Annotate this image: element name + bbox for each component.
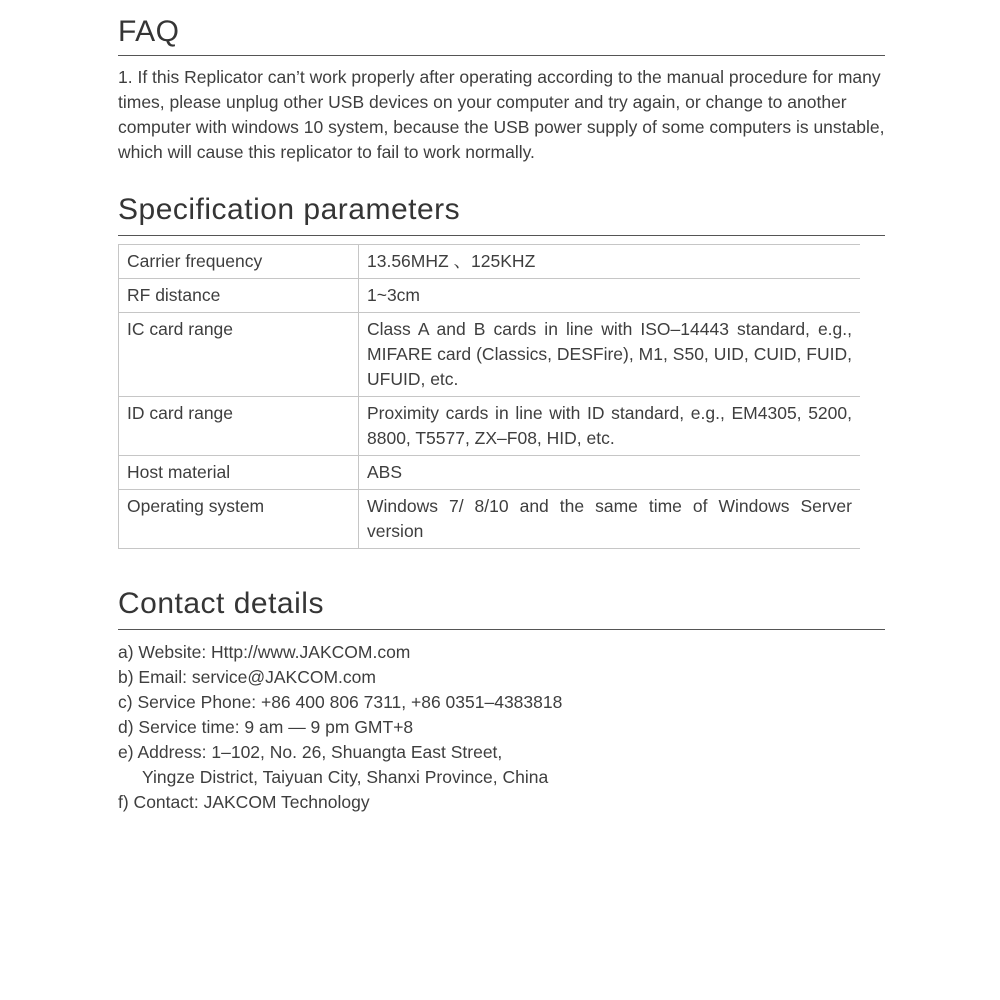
- contact-section: [118, 586, 885, 815]
- spec-row-value: 1~3cm: [358, 279, 860, 313]
- spec-row-label: Carrier frequency: [119, 245, 358, 279]
- contact-item-address-line2: Yingze District, Taiyuan City, Shanxi Province, China: [142, 767, 549, 787]
- contact-item-service-time: d) Service time: 9 am — 9 pm GMT+8: [118, 717, 414, 737]
- contact-item-email: b) Email: service@JAKCOM.com: [118, 667, 376, 687]
- spec-row-label: IC card range: [119, 313, 358, 397]
- spec-section: [118, 192, 885, 549]
- spec-row-value: Windows 7/ 8/10 and the same time of Windows Server version: [358, 490, 860, 549]
- spec-row-label: Operating system: [119, 490, 358, 549]
- faq-title: FAQ: [118, 14, 885, 56]
- spec-row-value: 13.56MHZ 、125KHZ: [358, 245, 860, 279]
- contact-title: Contact details: [118, 586, 885, 630]
- spec-row-label: Host material: [119, 456, 358, 490]
- contact-item-website: a) Website: Http://www.JAKCOM.com: [118, 642, 411, 662]
- spec-row-value: Class A and B cards in line with ISO–14443 standard, e.g., MIFARE card (Classics, DESFire), M1, S50, UID, CUID, FUID, UFUID, etc.: [358, 313, 860, 397]
- spec-table: [118, 244, 860, 549]
- contact-item-address: e) Address: 1–102, No. 26, Shuangta East Street,: [118, 742, 503, 762]
- document-page: [118, 14, 885, 815]
- spec-row-label: RF distance: [119, 279, 358, 313]
- faq-section: [118, 14, 885, 165]
- spec-row-value: ABS: [358, 456, 860, 490]
- contact-item-phone: c) Service Phone: +86 400 806 7311, +86 0351–4383818: [118, 692, 563, 712]
- contact-list: [118, 640, 885, 815]
- spec-row-value: Proximity cards in line with ID standard, e.g., EM4305, 5200, 8800, T5577, ZX–F08, HID, etc.: [358, 397, 860, 456]
- contact-item-contact: f) Contact: JAKCOM Technology: [118, 792, 370, 812]
- faq-paragraph: 1. If this Replicator can’t work properly after operating according to the manual procedure for many times, please unplug other USB devices on your computer and try again, or change to another computer with windows 10 system, because the USB power supply of some computers is unstable, which will cause this replicator to fail to work normally.: [118, 67, 885, 162]
- spec-title: Specification parameters: [118, 192, 885, 236]
- spec-row-label: ID card range: [119, 397, 358, 456]
